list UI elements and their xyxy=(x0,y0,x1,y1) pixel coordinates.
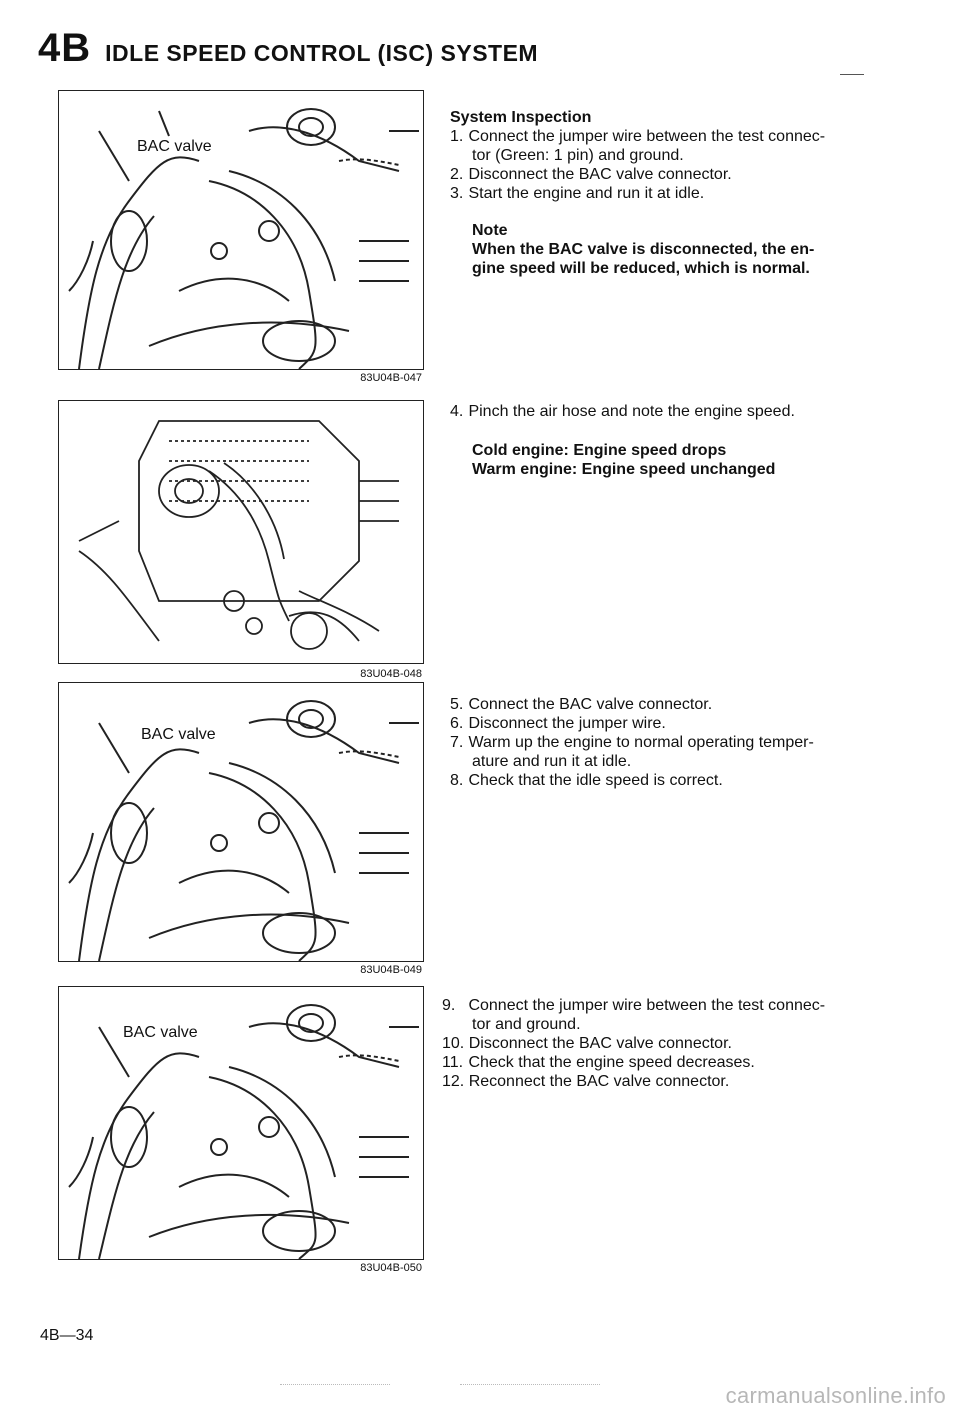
figure-4-label: BAC valve xyxy=(123,1024,198,1041)
cold-engine-result: Cold engine: Engine speed drops xyxy=(472,442,727,459)
figure-3-label: BAC valve xyxy=(141,726,216,743)
note-text-line-1: When the BAC valve is disconnected, the en- xyxy=(472,241,815,258)
step-item: 2. Disconnect the BAC valve connector. xyxy=(450,166,732,183)
figure-3-code: 83U04B-049 xyxy=(360,964,422,976)
figure-3-illustration xyxy=(58,682,424,962)
step-item: 3. Start the engine and run it at idle. xyxy=(450,185,705,202)
step-item: 11. Check that the engine speed decreases. xyxy=(442,1054,755,1071)
pinch-hose-block xyxy=(450,402,920,479)
engine-illustration-icon xyxy=(59,401,423,663)
warm-engine-result: Warm engine: Engine speed unchanged xyxy=(472,461,776,478)
footer-mark xyxy=(460,1384,600,1385)
figure-4-illustration xyxy=(58,986,424,1260)
figure-1-label: BAC valve xyxy=(137,138,212,155)
page-number: 4B—34 xyxy=(40,1327,94,1344)
reconnect-block xyxy=(442,996,912,1091)
step-continuation: tor (Green: 1 pin) and ground. xyxy=(472,147,684,164)
step-continuation: ature and run it at idle. xyxy=(472,753,632,770)
step-continuation: tor and ground. xyxy=(472,1016,581,1033)
step-item: 12. Reconnect the BAC valve connector. xyxy=(442,1073,730,1090)
step-item: 7. Warm up the engine to normal operating temper- xyxy=(450,734,814,751)
engine-illustration-icon xyxy=(59,683,423,961)
step-item: 6. Disconnect the jumper wire. xyxy=(450,715,666,732)
figure-1-code: 83U04B-047 xyxy=(360,372,422,384)
watermark: carmanualsonline.info xyxy=(725,1383,946,1408)
step-item: 9. Connect the jumper wire between the test connec- xyxy=(442,997,826,1014)
step-item: 4. Pinch the air hose and note the engine speed. xyxy=(450,403,795,420)
footer-mark xyxy=(280,1384,390,1385)
note-text-line-2: gine speed will be reduced, which is normal. xyxy=(472,260,810,277)
figure-4-code: 83U04B-050 xyxy=(360,1262,422,1274)
page-title: IDLE SPEED CONTROL (ISC) SYSTEM xyxy=(105,40,539,66)
step-item: 10. Disconnect the BAC valve connector. xyxy=(442,1035,732,1052)
step-item: 1. Connect the jumper wire between the test connec- xyxy=(450,128,826,145)
step-item: 5. Connect the BAC valve connector. xyxy=(450,696,713,713)
figure-2-illustration xyxy=(58,400,424,664)
page-header xyxy=(38,26,538,71)
section-number: 4B xyxy=(38,26,92,70)
engine-illustration-icon xyxy=(59,987,423,1259)
step-item: 8. Check that the idle speed is correct. xyxy=(450,772,723,789)
note-heading: Note xyxy=(472,222,508,239)
idle-check-block xyxy=(450,695,920,790)
engine-illustration-icon xyxy=(59,91,423,369)
system-inspection-block xyxy=(450,108,920,278)
figure-2-code: 83U04B-048 xyxy=(360,668,422,680)
header-mark xyxy=(840,74,864,75)
section-heading: System Inspection xyxy=(450,109,592,126)
figure-1-illustration xyxy=(58,90,424,370)
